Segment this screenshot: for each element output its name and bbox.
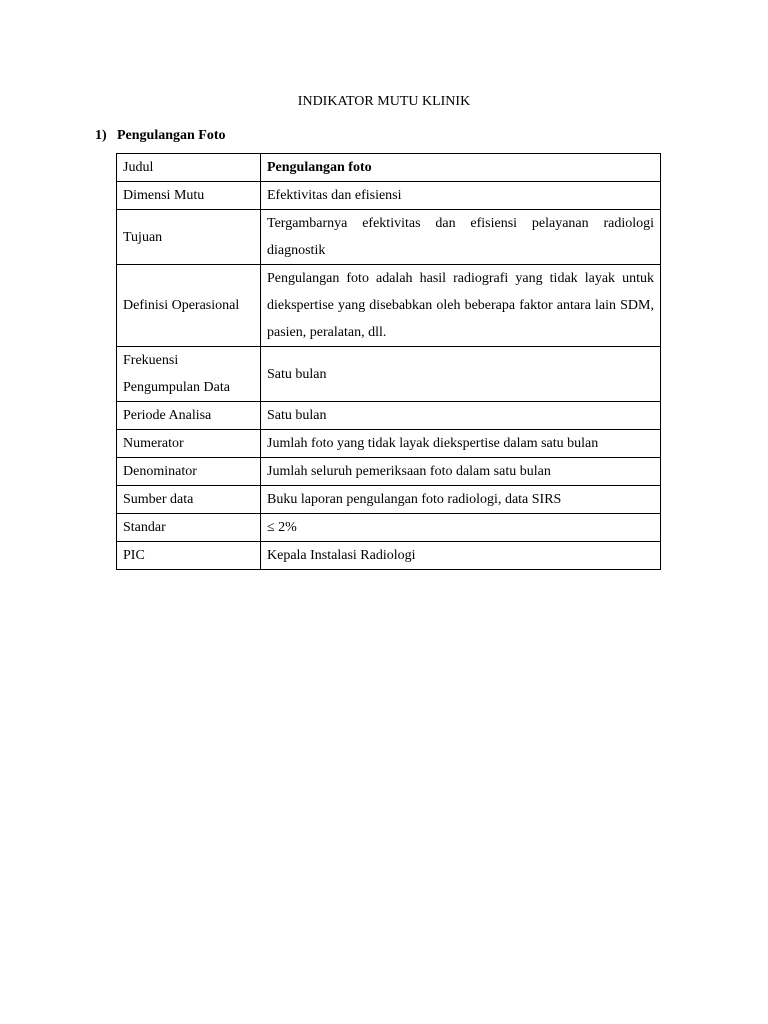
- row-value: Buku laporan pengulangan foto radiologi, data SIRS: [261, 486, 661, 514]
- row-label: Standar: [117, 514, 261, 542]
- table-row: [117, 402, 661, 430]
- row-value: Satu bulan: [261, 402, 661, 430]
- table-row: [117, 514, 661, 542]
- section-heading-text: Pengulangan Foto: [117, 128, 226, 143]
- table-row: [117, 182, 661, 210]
- row-value: Tergambarnya efektivitas dan efisiensi pelayanan radiologi diagnostik: [261, 210, 661, 265]
- table-row: [117, 265, 661, 347]
- row-value: Pengulangan foto: [261, 154, 661, 182]
- table-row: [117, 210, 661, 265]
- row-label: Sumber data: [117, 486, 261, 514]
- row-value: ≤ 2%: [261, 514, 661, 542]
- row-label: PIC: [117, 542, 261, 570]
- section-number: 1): [95, 128, 107, 143]
- row-label: Denominator: [117, 458, 261, 486]
- row-value: Kepala Instalasi Radiologi: [261, 542, 661, 570]
- table-row: [117, 347, 661, 402]
- row-value: Satu bulan: [261, 347, 661, 402]
- row-value: Pengulangan foto adalah hasil radiografi yang tidak layak untuk diekspertise yang disebabkan oleh beberapa faktor antara lain SDM, pasien, peralatan, dll.: [261, 265, 661, 347]
- row-value: Jumlah foto yang tidak layak diekspertise dalam satu bulan: [261, 430, 661, 458]
- row-label: Judul: [117, 154, 261, 182]
- row-label: Definisi Operasional: [117, 265, 261, 347]
- row-label: Frekuensi Pengumpulan Data: [117, 347, 261, 402]
- table-row: [117, 542, 661, 570]
- table-row: [117, 430, 661, 458]
- table-row: [117, 486, 661, 514]
- indicator-table: [116, 153, 661, 570]
- row-value: Jumlah seluruh pemeriksaan foto dalam satu bulan: [261, 458, 661, 486]
- row-label: Dimensi Mutu: [117, 182, 261, 210]
- row-label: Periode Analisa: [117, 402, 261, 430]
- table-row: [117, 154, 661, 182]
- page-title: INDIKATOR MUTU KLINIK: [297, 94, 471, 109]
- section-heading: [95, 127, 226, 145]
- row-label: Tujuan: [117, 210, 261, 265]
- row-value: Efektivitas dan efisiensi: [261, 182, 661, 210]
- table-row: [117, 458, 661, 486]
- row-label: Numerator: [117, 430, 261, 458]
